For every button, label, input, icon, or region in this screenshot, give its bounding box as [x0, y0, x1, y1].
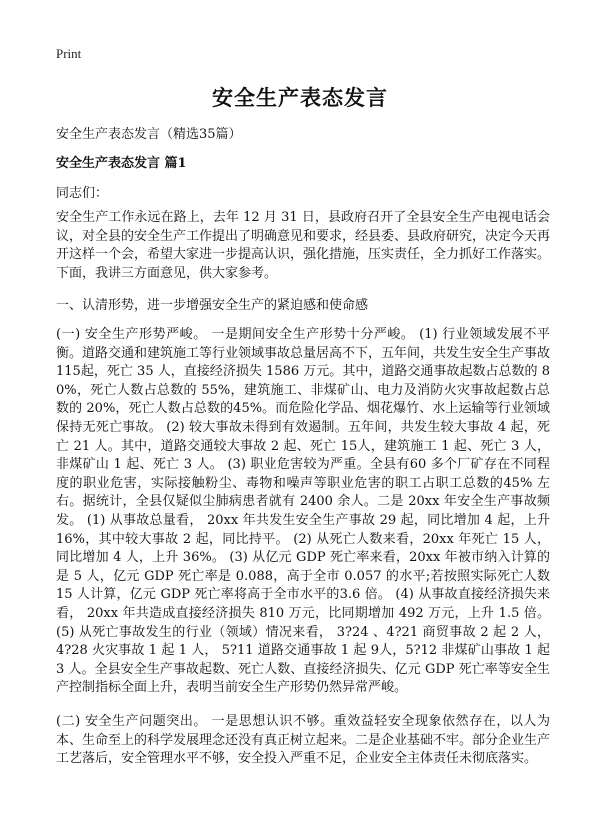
paragraph-intro: 安全生产工作永远在路上，去年 12 月 31 日，县政府召开了全县安全生产电视电话会议，对全县的安全生产工作提出了明确意见和要求，经县委、县政府研究，决定今天再开这样一个会，希望大家进一步提高认识，强化措施，压实责任，全力抓好工作落实。下面，我讲三方面意见，供大家参考。	[56, 210, 551, 281]
paragraph-problems: (二) 安全生产问题突出。 一是思想认识不够。重效益轻安全现象依然存在，以人为本、生命至上的科学发展理念还没有真正树立起来。二是企业基础不牢。部分企业生产工艺落后，安全管理水平不够，安全投入严重不足，企业安全主体责任未彻底落实。	[56, 714, 551, 767]
print-link[interactable]: Print	[56, 46, 82, 61]
point-one-heading: 一、认清形势，进一步增强安全生产的紧迫感和使命感	[56, 298, 369, 313]
greeting: 同志们：	[56, 186, 109, 201]
document-subtitle: 安全生产表态发言（精选35篇）	[56, 127, 242, 142]
section-heading: 安全生产表态发言 篇1	[56, 156, 187, 171]
paragraph-situation: (一) 安全生产形势严峻。 一是期间安全生产形势十分严峻。 (1) 行业领域发展不平衡。道路交通和建筑施工等行业领域事故总量居高不下，五年间，共发生安全生产事故 115起，死亡 35 人，直接经济损失 1586 万元。其中，道路交通事故起数占总数的 80%，死亡人数占总数的 55%，建筑施工、非煤矿山、电力及消防火灾事故起数占总数的 20%，死亡人数占总数的45%。而危险化学品、烟花爆竹、水上运输等行业领域保持无死亡事故。 (2) 较大事故未得到有效遏制。五年间，共发生较大事故 4 起，死亡 21 人。其中，道路交通较大事故 2 起、死亡 15人，建筑施工 1 起、死亡 3 人，非煤矿山 1 起、死亡 3 人。 (3) 职业危害较为严重。全县有60 多个厂矿存在不同程度的职业危害，实际接触粉尘、毒物和噪声等职业危害的职工占职工总数的45% 左右。据统计，全县仅疑似尘肺病患者就有 2400 余人。二是 20xx 年安全生产事故频发。 (1) 从事故总量看， 20xx 年共发生安全生产事故 29 起，同比增加 4 起，上升 16%，其中较大事故 2 起，同比持平。 (2) 从死亡人数来看，20xx 年死亡 15 人，同比增加 4 人，上升 36%。 (3) 从亿元 GDP 死亡率来看，20xx 年被市纳入计算的是 5 人，亿元 GDP 死亡率是 0.088，高于全市 0.057 的水平;若按照实际死亡人数 15 人计算，亿元 GDP 死亡率将高于全市水平的3.6 倍。 (4) 从事故直接经济损失来看， 20xx 年共造成直接经济损失 810 万元，比同期增加 492 万元，上升 1.5 倍。 (5) 从死亡事故发生的行业（领域）情况来看， 3?24 、4?21 商贸事故 2 起 2 人，4?28 火灾事故 1 起 1 人， 5?11 道路交通事故 1 起 9人，5?12 非煤矿山事故 1 起 3 人。全县安全生产事故起数、死亡人数、直接经济损失、亿元 GDP 死亡率等安全生产控制指标全面上升，表明当前安全生产形势仍然异常严峻。	[56, 327, 551, 696]
document-title: 安全生产表态发言	[212, 85, 388, 110]
